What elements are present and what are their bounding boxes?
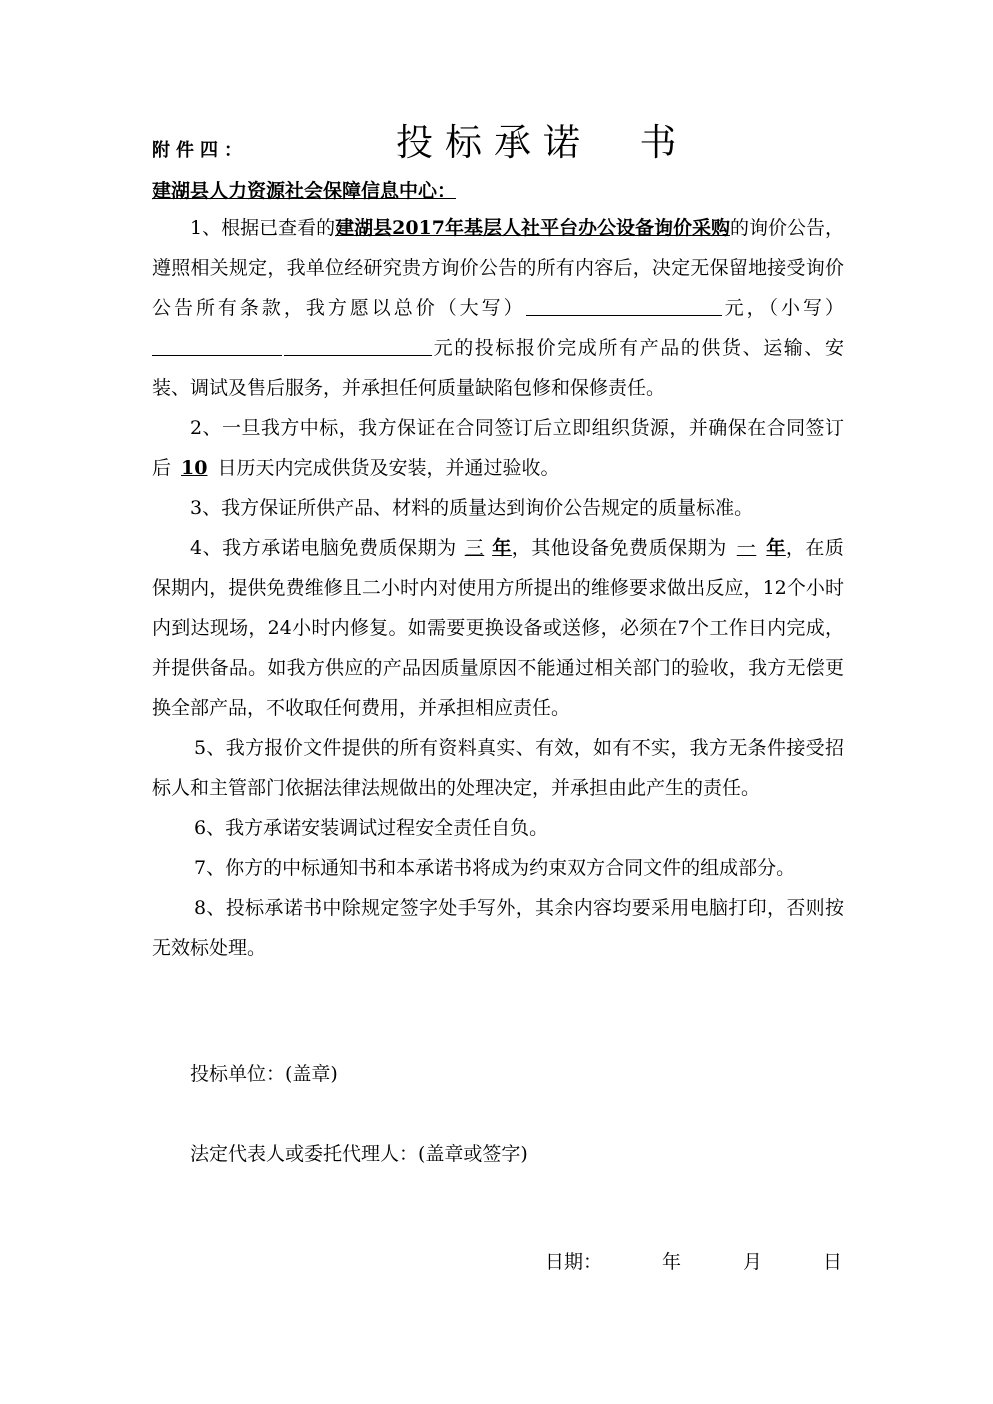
p1-text-d: 元的投标报价完成所有产品的供货、运输、安装、调试及售后服务，并承担任何质量缺陷包修和保修责任。 — [152, 337, 844, 399]
p2-text-b: 日历天内完成供货及安装，并通过验收。 — [217, 457, 560, 479]
p4-text-e: ，在质保期内，提供免费维修且二小时内对使用方所提出的维修要求做出反应，12个小时内到达现场，24小时内修复。如需要更换设备或送修，必须在7个工作日内完成，并提供备品。如我方供应的产品因质量原因不能通过相关部门的验收，我方无偿更换全部产品，不收取任何费用，并承担相应责任。 — [152, 537, 844, 719]
p4-text-a: 4、我方承诺电脑免费质保期为 — [190, 537, 457, 559]
representative-signature-line: 法定代表人或委托代理人：(盖章或签字) — [190, 1143, 528, 1165]
addressee: 建湖县人力资源社会保障信息中心： — [152, 180, 457, 202]
paragraph-8: 8、投标承诺书中除规定签字处手写外，其余内容均要采用电脑打印，否则按无效标处理。 — [152, 897, 844, 959]
date-year: 年 — [662, 1251, 682, 1273]
other-warranty-years: 一 — [736, 537, 757, 559]
bidder-stamp-line: 投标单位：(盖章) — [190, 1063, 338, 1085]
paragraph-1 — [152, 208, 844, 408]
paragraph-6: 6、我方承诺安装调试过程安全责任自负。 — [194, 817, 549, 839]
attachment-label: 附件四： — [152, 140, 248, 161]
p4-year-unit-2: 年 — [766, 537, 786, 559]
total-price-uppercase-blank — [526, 295, 722, 316]
p4-year-unit-1: 年 — [492, 537, 512, 559]
total-price-lowercase-blank-1 — [152, 335, 282, 356]
paragraph-7: 7、你方的中标通知书和本承诺书将成为约束双方合同文件的组成部分。 — [194, 857, 796, 879]
p1-text-a: 1、根据已查看的 — [190, 217, 336, 239]
p2-text-a: 2、一旦我方中标，我方保证在合同签订后立即组织货源，并确保在合同签订后 — [152, 417, 844, 479]
total-price-lowercase-blank-2 — [284, 335, 432, 356]
paragraph-4 — [152, 528, 844, 728]
delivery-days: 10 — [181, 457, 208, 479]
date-month: 月 — [743, 1251, 763, 1273]
paragraph-2 — [152, 408, 844, 488]
p4-text-c: ，其他设备免费质保期为 — [511, 537, 727, 559]
date-day: 日 — [823, 1251, 843, 1273]
document-title: 投标承诺 书 — [396, 121, 689, 164]
paragraph-5: 5、我方报价文件提供的所有资料真实、有效，如有不实，我方无条件接受招标人和主管部门依据法律法规做出的处理决定，并承担由此产生的责任。 — [152, 737, 844, 799]
date-label: 日期： — [545, 1251, 603, 1273]
p1-text-b: 的询价公告，遵照相关规定，我单位经研究贵方询价公告的所有内容后，决定无保留地接受询价公告所有条款，我方愿以总价（大写） — [152, 217, 844, 319]
pc-warranty-years: 三 — [464, 537, 485, 559]
project-name: 建湖县2017年基层人社平台办公设备询价采购 — [335, 217, 730, 239]
paragraph-3: 3、我方保证所供产品、材料的质量达到询价公告规定的质量标准。 — [190, 497, 754, 519]
document-body — [152, 208, 844, 968]
p1-text-c: 元，（小写） — [721, 297, 844, 319]
